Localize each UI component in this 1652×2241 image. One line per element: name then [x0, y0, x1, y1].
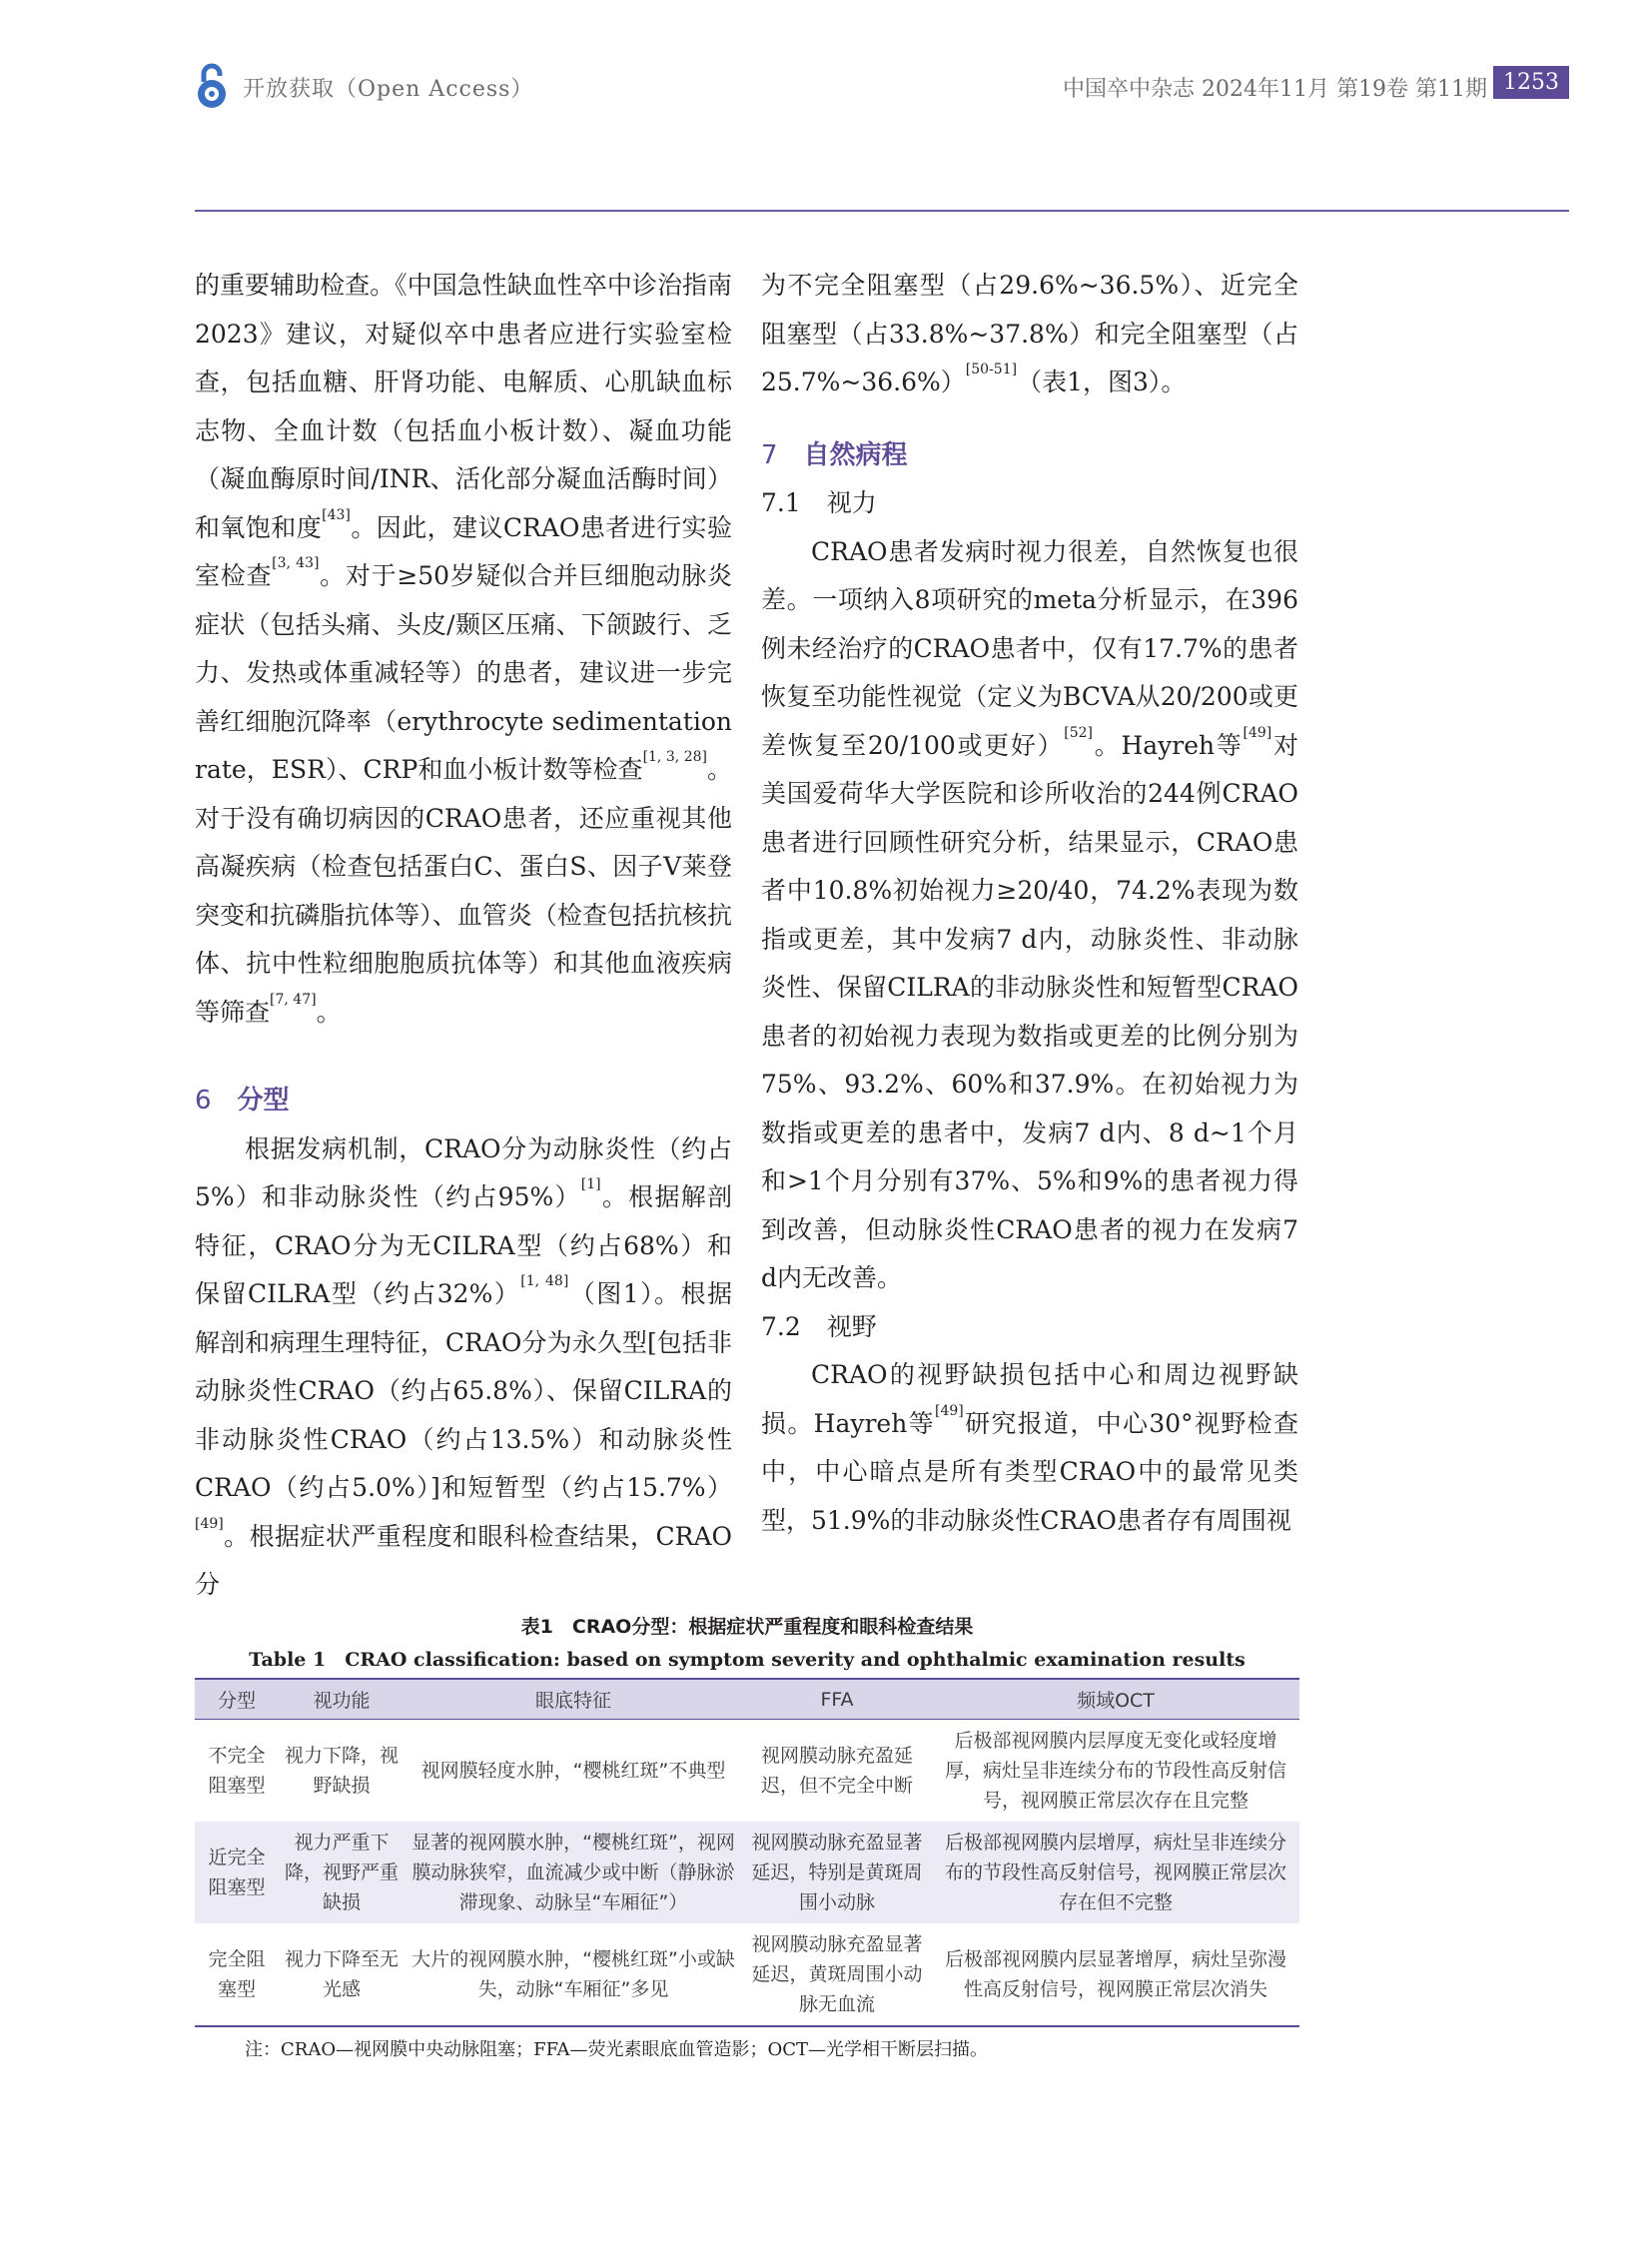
right-column [761, 262, 1298, 1545]
table-cell: 视网膜动脉充盈延迟，但不完全中断 [760, 1745, 913, 1797]
paragraph: 为不完全阻塞型（占29.6%~36.5%）、近完全阻塞型（占33.8%~37.8%）和完全阻塞型（占25.7%~36.6%）[50-51]（表1，图3）。 [761, 271, 1298, 396]
table-cell: 视力严重下降，视野严重缺损 [285, 1832, 400, 1913]
subsection-heading-7-2: 7.2 视野 [761, 1311, 877, 1341]
paragraph: CRAO的视野缺损包括中心和周边视野缺损。Hayreh等[49]研究报道，中心30°视野检查中，中心暗点是所有类型CRAO中的最常见类型，51.9%的非动脉炎性CRAO患者存有周围视 [761, 1360, 1298, 1535]
table-note: 注：CRAO—视网膜中央动脉阻塞；FFA—荧光素眼底血管造影；OCT—光学相干断层扫描。 [245, 2039, 989, 2060]
table-cell: 完全阻塞型 [195, 1923, 279, 2026]
table-cell: 视网膜轻度水肿，“樱桃红斑”不典型 [420, 1760, 726, 1782]
table-title-cn: 表1 CRAO分型：根据症状严重程度和眼科检查结果 [520, 1616, 974, 1638]
table-cell: 后极部视网膜内层显著增厚，病灶呈弥漫性高反射信号，视网膜正常层次消失 [932, 1923, 1299, 2026]
header-rule [195, 210, 1569, 212]
table-cell: 视网膜动脉充盈显著延迟，黄斑周围小动脉无血流 [742, 1923, 932, 2026]
classification-table [195, 1678, 1299, 2027]
paragraph: 的重要辅助检查。《中国急性缺血性卒中诊治指南2023》建议，对疑似卒中患者应进行实验室检查，包括血糖、肝肾功能、电解质、心肌缺血标志物、全血计数（包括血小板计数）、凝血功能（凝血酶原时间/INR、活化部分凝血活酶时间）和氧饱和度[43]。因此，建议CRAO患者进行实验室检查[3, 43]。对于≥50岁疑似合并巨细胞动脉炎症状（包括头痛、头皮/颞区压痛、下颌跛行、乏力、发热或体重减轻等）的患者，建议进一步完善红细胞沉降率（erythrocyte sedimentation rate，ESR）、CRP和血小板计数等检查[1, 3, 28]。对于没有确切病因的CRAO患者，还应重视其他高凝疾病（检查包括蛋白C、蛋白S、因子V莱登突变和抗磷脂抗体等）、血管炎（检查包括抗核抗体、抗中性粒细胞胞质抗体等）和其他血液疾病等筛查[7, 47]。 [195, 271, 732, 1027]
paragraph: CRAO患者发病时视力很差，自然恢复也很差。一项纳入8项研究的meta分析显示，在396例未经治疗的CRAO患者中，仅有17.7%的患者恢复至功能性视觉（定义为BCVA从20/200或更差恢复至20/100或更好）[52]。Hayreh等[49]对美国爱荷华大学医院和诊所收治的244例CRAO患者进行回顾性研究分析，结果显示，CRAO患者中10.8%初始视力≥20/40，74.2%表现为数指或更差，其中发病7 d内，动脉炎性、非动脉炎性、保留CILRA的非动脉炎性和短暂型CRAO患者的初始视力表现为数指或更差的比例分别为75%、93.2%、60%和37.9%。在初始视力为数指或更差的患者中，发病7 d内、8 d~1个月和>1个月分别有37%、5%和9%的患者视力得到改善，但动脉炎性CRAO患者的视力在发病7 d内无改善。 [761, 536, 1298, 1292]
table-cell: 后极部视网膜内层厚度无变化或轻度增厚，病灶呈非连续分布的节段性高反射信号，视网膜正常层次存在且完整 [944, 1730, 1286, 1812]
section-heading-7: 7 自然病程 [761, 439, 908, 470]
left-column [195, 262, 732, 1610]
journal-info: 中国卒中杂志 2024年11月 第19卷 第11期 [1063, 77, 1487, 102]
table-cell: 大片的视网膜水肿，“樱桃红斑”小或缺失，动脉“车厢征”多见 [405, 1923, 742, 2026]
citation: [49] [195, 1515, 224, 1532]
section-heading-6: 6 分型 [195, 1086, 290, 1116]
citation: [1] [580, 1176, 601, 1192]
page-number: 1253 [1493, 66, 1569, 99]
table-row [195, 1720, 1299, 1823]
citation: [7, 47] [270, 991, 317, 1008]
table-cell: 近完全阻塞型 [208, 1847, 266, 1898]
column-header: 分型 [195, 1679, 279, 1720]
table-header-row [195, 1679, 1299, 1720]
citation: [1, 48] [520, 1273, 569, 1289]
column-header: FFA [742, 1679, 932, 1720]
table-cell: 视网膜动脉充盈显著延迟，特别是黄斑周围小动脉 [751, 1832, 923, 1913]
column-header: 频域OCT [932, 1679, 1299, 1720]
citation: [49] [1242, 724, 1272, 741]
table-cell: 显著的视网膜水肿，“樱桃红斑”，视网膜动脉狭窄，血流减少或中断（静脉淤滞现象、动脉呈“车厢征”） [412, 1832, 735, 1913]
column-header: 视功能 [279, 1679, 405, 1720]
table-cell: 不完全阻塞型 [208, 1745, 266, 1797]
open-access-icon [195, 62, 229, 110]
citation: [49] [935, 1402, 964, 1419]
citation: [52] [1064, 724, 1094, 741]
table-row [195, 1923, 1299, 2026]
citation: [43] [322, 506, 351, 523]
table-row [195, 1822, 1299, 1923]
page-header [195, 60, 1569, 116]
subsection-heading-7-1: 7.1 视力 [761, 488, 877, 517]
citation: [50-51] [965, 362, 1018, 377]
open-access-label: 开放获取（Open Access） [243, 77, 534, 102]
table-1 [195, 1612, 1299, 2061]
table-cell: 视力下降，视野缺损 [285, 1745, 400, 1797]
citation: [3, 43] [272, 555, 320, 571]
table-cell: 后极部视网膜内层增厚，病灶呈非连续分布的节段性高反射信号，视网膜正常层次存在但不完整 [944, 1832, 1286, 1913]
column-header: 眼底特征 [405, 1679, 742, 1720]
table-title-en: Table 1 CRAO classification: based on symptom severity and ophthalmic examination results [249, 1649, 1245, 1671]
table-cell: 视力下降至无光感 [279, 1923, 405, 2026]
paragraph: 根据发病机制，CRAO分为动脉炎性（约占5%）和非动脉炎性（约占95%）[1]。根据解剖特征，CRAO分为无CILRA型（约占68%）和保留CILRA型（约占32%）[1, 48]（图1）。根据解剖和病理生理特征，CRAO分为永久型[包括非动脉炎性CRAO（约占65.8%）、保留CILRA的非动脉炎性CRAO（约占13.5%）和动脉炎性CRAO（约占5.0%）]和短暂型（约占15.7%）[49]。根据症状严重程度和眼科检查结果，CRAO分 [195, 1133, 732, 1599]
citation: [1, 3, 28] [642, 749, 707, 765]
